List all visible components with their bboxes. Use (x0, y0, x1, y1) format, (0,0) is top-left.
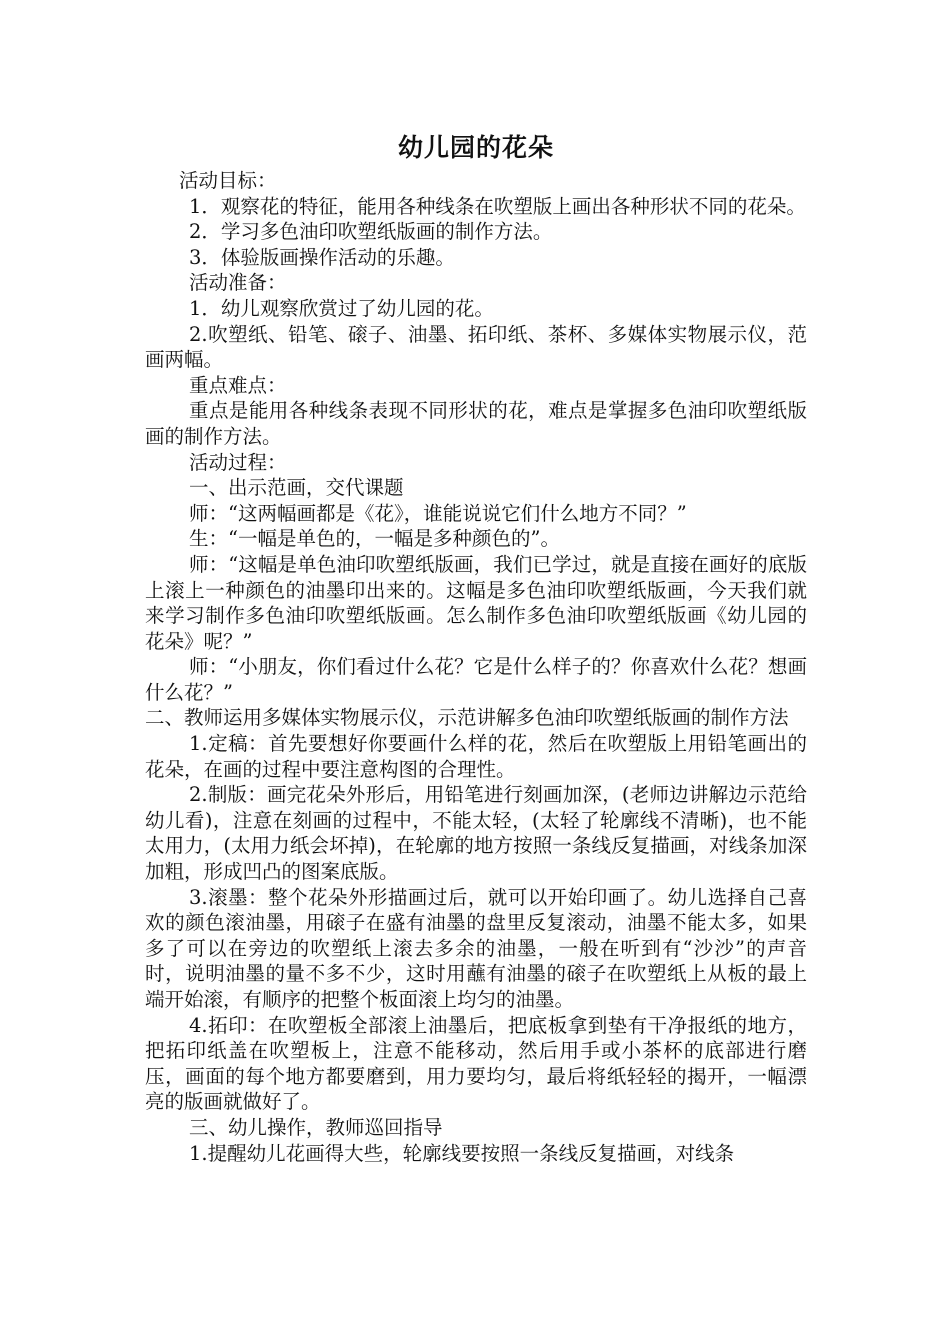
paragraph: 生：“一幅是单色的，一幅是多种颜色的”。 (189, 527, 560, 551)
paragraph: 3.滚墨：整个花朵外形描画过后，就可以开始印画了。幼儿选择自己喜欢的颜色滚油墨，用磙子在盛有油墨的盘里反复滚动，油墨不能太多，如果多了可以在旁边的吹塑纸上滚去多余的油墨，一般在听到有“沙沙”的声音时，说明油墨的量不多不少，这时用蘸有油墨的磙子在吹塑纸上从板的最上端开始滚，有顺序的把整个板面滚上均匀的油墨。 (145, 885, 807, 1011)
paragraph: 3．体验版画操作活动的乐趣。 (189, 245, 455, 269)
paragraph: 师：“小朋友，你们看过什么花？它是什么样子的？你喜欢什么花？想画什么花？” (145, 655, 807, 704)
paragraph: 师：“这幅是单色油印吹塑纸版画，我们已学过，就是直接在画好的底版上滚上一种颜色的油墨印出来的。这幅是多色油印吹塑纸版画，今天我们就来学习制作多色油印吹塑纸版画。怎么制作多色油印吹塑纸版画《幼儿园的花朵》呢？” (145, 552, 807, 653)
paragraph: 活动过程： (189, 450, 287, 474)
paragraph: 重点难点： (189, 373, 287, 397)
paragraph: 重点是能用各种线条表现不同形状的花，难点是掌握多色油印吹塑纸版画的制作方法。 (145, 399, 807, 448)
paragraph: 4.拓印：在吹塑板全部滚上油墨后，把底板拿到垫有干净报纸的地方，把拓印纸盖在吹塑板上，注意不能移动，然后用手或小茶杯的底部进行磨压，画面的每个地方都要磨到，用力要均匀，最后将纸轻轻的揭开，一幅漂亮的版画就做好了。 (145, 1013, 807, 1114)
document-title: 幼儿园的花朵 (397, 133, 554, 162)
document-body (145, 168, 807, 1166)
paragraph: 1.提醒幼儿花画得大些，轮廓线要按照一条线反复描画，对线条 (189, 1141, 735, 1165)
paragraph: 师：“这两幅画都是《花》，谁能说说它们什么地方不同？” (189, 501, 687, 525)
paragraph: 1．观察花的特征，能用各种线条在吹塑版上画出各种形状不同的花朵。 (189, 194, 806, 218)
paragraph: 2.制版：画完花朵外形后，用铅笔进行刻画加深，(老师边讲解边示范给幼儿看)，注意在刻画的过程中，不能太轻，(太轻了轮廓线不清晰)，也不能太用力，(太用力纸会坏掉)，在轮廓的地方按照一条线反复描画，对线条加深加粗，形成凹凸的图案底版。 (145, 783, 807, 884)
paragraph: 1.定稿：首先要想好你要画什么样的花，然后在吹塑版上用铅笔画出的花朵，在画的过程中要注意构图的合理性。 (145, 732, 807, 781)
paragraph: 活动准备： (189, 271, 287, 295)
paragraph: 一、出示范画，交代课题 (189, 476, 404, 500)
document-page (145, 128, 807, 1166)
paragraph: 二、教师运用多媒体实物展示仪，示范讲解多色油印吹塑纸版画的制作方法 (145, 706, 789, 730)
paragraph: 三、幼儿操作，教师巡回指导 (189, 1115, 443, 1139)
paragraph: 1．幼儿观察欣赏过了幼儿园的花。 (189, 296, 494, 320)
paragraph: 2.吹塑纸、铅笔、磙子、油墨、拓印纸、茶杯、多媒体实物展示仪，范画两幅。 (145, 322, 807, 372)
paragraph: 活动目标： (179, 169, 277, 192)
paragraph: 2．学习多色油印吹塑纸版画的制作方法。 (189, 220, 553, 244)
